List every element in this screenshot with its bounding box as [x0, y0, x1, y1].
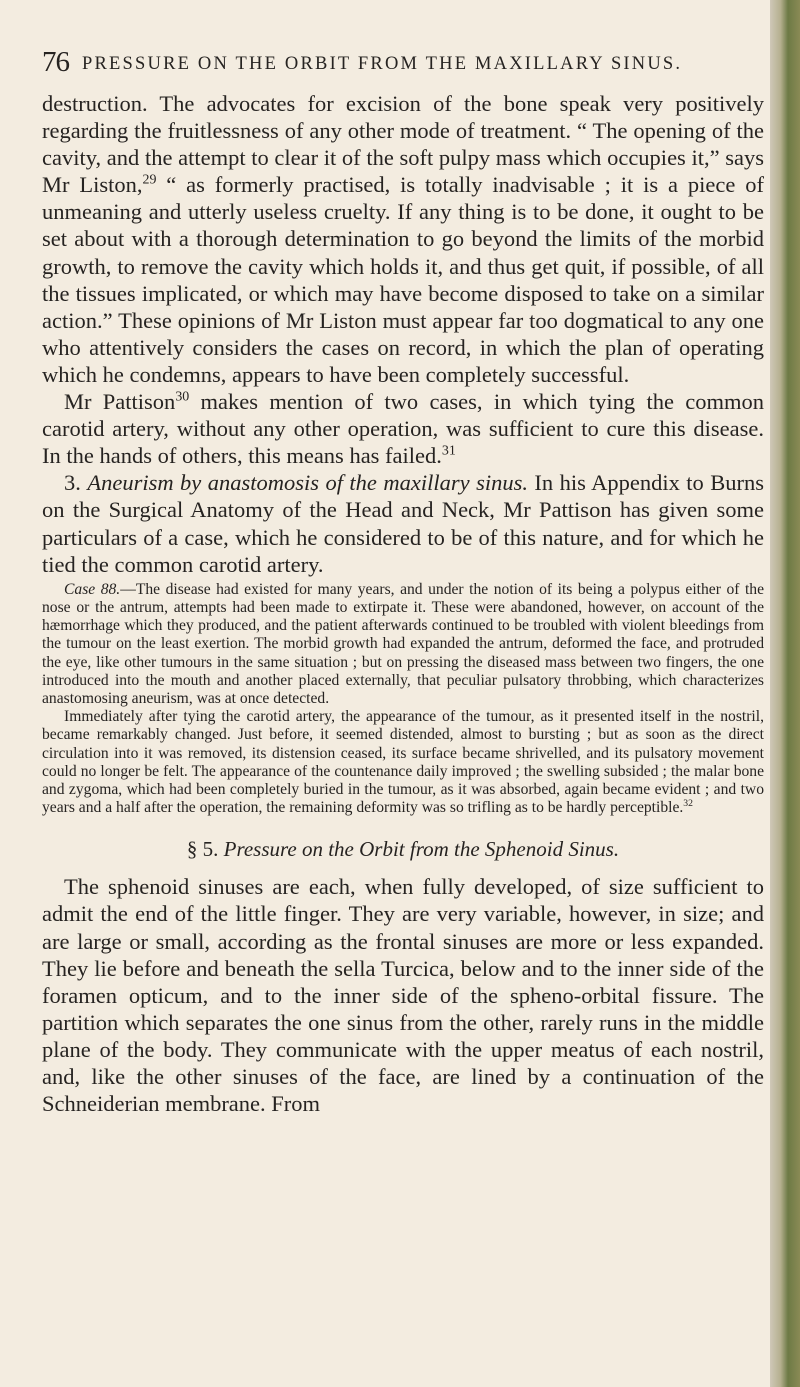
section-number: § 5.: [186, 837, 219, 862]
section-heading: [42, 837, 764, 862]
page-header: [42, 46, 762, 80]
footnote-ref: 31: [441, 443, 456, 459]
book-spine-edge: [770, 0, 800, 1387]
paragraph-pattison: Mr Pattison$^{30}$ makes mention of two cases, in which tying the common carotid artery, without any other operation, was sufficient to cure this disease. In the hands of others, this means has failed.$^{31}$: [42, 389, 764, 469]
footnote-ref: 32: [683, 797, 693, 809]
page-number: 76: [42, 46, 69, 78]
case-88: [42, 581, 764, 818]
section-title: Pressure on the Orbit from the Sphenoid Sinus.: [223, 837, 620, 862]
page-body: [42, 90, 764, 1117]
footnote-ref: 29: [142, 172, 157, 188]
footnote-ref: 30: [175, 389, 190, 405]
case-paragraph: Immediately after tying the carotid artery, the appearance of the tumour, as it presented itself in the nostril, became remarkably changed. Just before, it seemed distended, almost to bursting ; but as soon as the direct circulation into it was removed, its distension ceased, its surface became shrivelled, and its pulsatory movement could no longer be felt. The appearance of the countenance daily improved ; the swelling subsided ; the malar bone and zygoma, which had been completely buried in the tumour, as it was absorbed, again became evident ; and two years and a half after the operation, the remaining deformity was so trifling as to be hardly perceptible.$^{32}$: [42, 708, 764, 817]
item-number: 3.: [64, 470, 81, 496]
running-title: PRESSURE ON THE ORBIT FROM THE MAXILLARY SINUS.: [82, 54, 683, 74]
item-title: Aneurism by anastomosis of the maxillary sinus.: [87, 470, 528, 496]
paragraph-aneurism: 3. Aneurism by anastomosis of the maxillary sinus. In his Appendix to Burns on the Surgical Anatomy of the Head and Neck, Mr Pattison has given some particulars of a case, which he considered to be of this nature, and for which he tied the common carotid artery.: [42, 470, 764, 577]
paragraph-excision: destruction. The advocates for excision of the bone speak very positively regarding the fruitlessness of any other mode of treatment. “ The opening of the cavity, and the attempt to clear it of the soft pulpy mass which occupies it,” says Mr Liston,$^{29}$ “ as formerly practised, is totally inadvisable ; it is a piece of unmeaning and utterly useless cruelty. If any thing is to be done, it ought to be set about with a thorough determination to go beyond the limits of the morbid growth, to remove the cavity which holds it, and thus get quit, if possible, of all the tissues implicated, or which may have become disposed to take on a similar action.” These opinions of Mr Liston must appear far too dogmatical to any one who attentively considers the cases on record, in which the plan of operating which he condemns, appears to have been completely successful.: [42, 91, 764, 387]
case-label: Case 88.: [64, 580, 121, 598]
paragraph-sphenoid: The sphenoid sinuses are each, when fully developed, of size sufficient to admit the end of the little finger. They are very variable, however, in size; and are large or small, according as the frontal sinuses are more or less expanded. They lie before and beneath the sella Turcica, below and to the inner side of the foramen opticum, and to the inner side of the spheno-orbital fissure. The partition which separates the one sinus from the other, rarely runs in the middle plane of the body. They communicate with the upper meatus of each nostril, and, like the other sinuses of the face, are lined by a continuation of the Schneiderian membrane. From: [42, 874, 764, 1117]
case-paragraph: Case 88.—The disease had existed for many years, and under the notion of its being a polypus either of the nose or the antrum, attempts had been made to extirpate it. These were abandoned, however, on account of the hæmorrhage which they produced, and the patient afterwards continued to be troubled with violent bleedings from the tumour on the least exertion. The morbid growth had expanded the antrum, deformed the face, and protruded the eye, like other tumours in the same situation ; but on pressing the diseased mass between two fingers, the one introduced into the mouth and another placed externally, that peculiar pulsatory throbbing, which characterizes anastomosing aneurism, was at once detected.: [42, 580, 765, 707]
